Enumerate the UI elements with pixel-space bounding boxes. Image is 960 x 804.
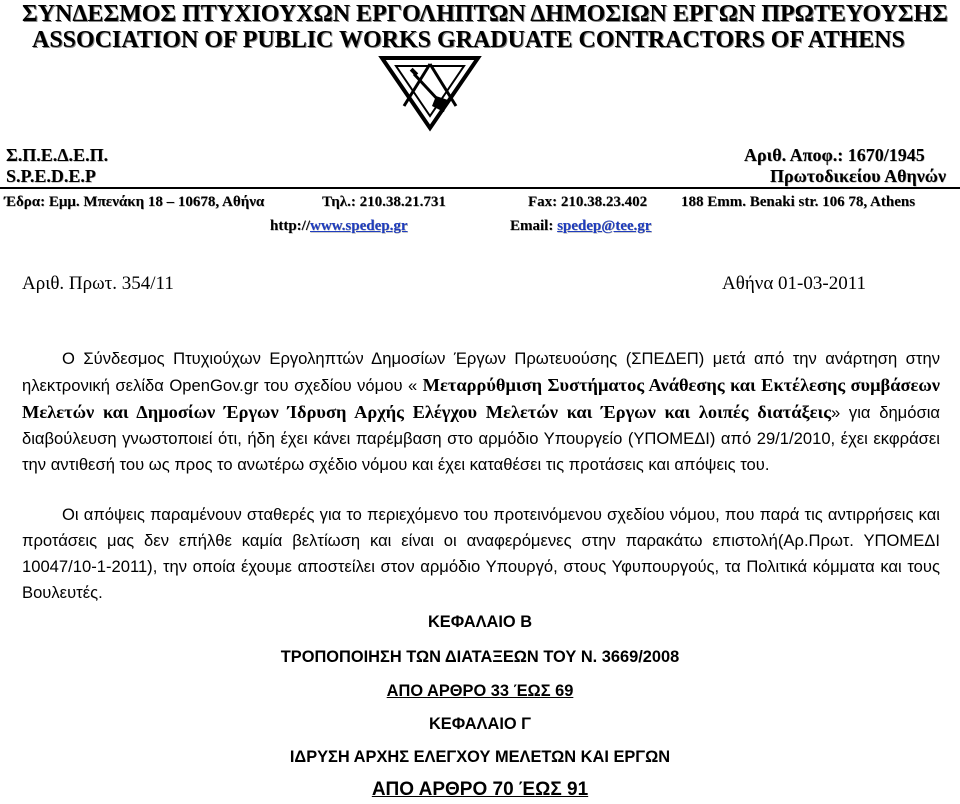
paragraph-2: Οι απόψεις παραμένουν σταθερές για το περιεχόμενο του προτεινόμενου σχεδίου νόμου, που παρά τις αντιρρήσεις και προτάσεις μας δεν επήλθε καμία βελτίωση και είναι οι αναφερόμενες στην παρακάτω επιστολή(Αρ.Πρωτ. ΥΠΟΜΕΔΙ 10047/10-1-2011), την οποία έχουμε αποστείλει στον αρμόδιο Υπουργό, στους Υφυπουργούς, τα Πολιτικά κόμματα και τους Βουλευτές. — [22, 505, 940, 602]
fax-number: Fax: 210.38.23.402 — [528, 194, 648, 210]
email-link[interactable]: spedep@tee.gr — [557, 218, 652, 234]
chapter-b-range — [0, 680, 960, 702]
abbr-greek: Σ.Π.Ε.Δ.Ε.Π. — [6, 145, 109, 165]
email-line — [510, 217, 651, 235]
document-date: Αθήνα 01-03-2011 — [722, 273, 867, 294]
bill-title: Μεταρρύθμιση Συστήματος Ανάθεσης και Εκτέλεσης συμβάσεων Μελετών και Δημοσίων Έργων Ίδρυση Αρχής Ελέγχου Μελετών και Έργων και λοιπές διατάξεις — [22, 375, 940, 422]
email-label: Email: — [510, 218, 554, 234]
website-link[interactable]: www.spedep.gr — [310, 218, 408, 234]
court-name: Πρωτοδικείου Αθηνών — [770, 166, 946, 186]
http-label: http:// — [270, 218, 311, 234]
protocol-number: Αριθ. Πρωτ. 354/11 — [22, 273, 174, 294]
association-title-english: ASSOCIATION OF PUBLIC WORKS GRADUATE CONTRACTORS OF ATHENS — [32, 27, 905, 53]
association-title-greek: ΣΥΝΔΕΣΜΟΣ ΠΤΥΧΙΟΥΧΩΝ ΕΡΓΟΛΗΠΤΩΝ ΔΗΜΟΣΙΩΝ ΕΡΓΩΝ ΠΡΩΤΕΥΟΥΣΗΣ — [22, 1, 948, 27]
phone-number: Τηλ.: 210.38.21.731 — [322, 194, 446, 210]
compass-square-logo — [374, 50, 486, 132]
paragraph-1 — [22, 346, 940, 478]
chapter-g-title: ΙΔΡΥΣΗ ΑΡΧΗΣ ΕΛΕΓΧΟΥ ΜΕΛΕΤΩΝ ΚΑΙ ΕΡΓΩΝ — [289, 748, 671, 766]
address-english: 188 Emm. Benaki str. 106 78, Athens — [681, 194, 916, 210]
chapter-g-range-text: ΑΠΟ ΑΡΘΡΟ 70 ΈΩΣ 91 — [371, 779, 589, 800]
chapter-g-range — [0, 779, 960, 801]
decision-number: Αριθ. Αποφ.: 1670/1945 — [744, 145, 925, 165]
header-divider — [0, 187, 960, 189]
website-line — [270, 217, 408, 235]
chapter-b-range-text: ΑΠΟ ΑΡΘΡΟ 33 ΈΩΣ 69 — [386, 682, 574, 700]
paragraph-1-intro: Ο Σύνδεσμος Πτυχιούχων Εργοληπτών Δημοσίων Έργων Πρωτευούσης (ΣΠΕΔΕΠ) μετά από την ανάρτηση στην ηλεκτρονική σελίδα OpenGov.gr του σχεδίου νόμου « — [22, 349, 940, 395]
chapter-b-title: ΤΡΟΠΟΠΟΙΗΣΗ ΤΩΝ ΔΙΑΤΑΞΕΩΝ ΤΟΥ Ν. 3669/2008 — [280, 648, 680, 666]
paragraph-1-outro: » για δημόσια διαβούλευση γνωστοποιεί ότι, ήδη έχει κάνει παρέμβαση στο αρμόδιο Υπουργείο (ΥΠΟΜΕΔΙ) από 29/1/2010, έχει εκφράσει την αντιθεσή του ως προς το ανωτέρω σχέδιο νόμου και έχει καταθέσει τις προτάσεις και απόψεις του. — [22, 403, 940, 474]
chapter-b-heading: ΚΕΦΑΛΑΙΟ Β — [427, 613, 533, 631]
abbr-english: S.P.E.D.E.P — [6, 166, 96, 186]
address-greek: Έδρα: Εμμ. Μπενάκη 18 – 10678, Αθήνα — [4, 194, 265, 210]
chapter-g-heading: ΚΕΦΑΛΑΙΟ Γ — [428, 715, 532, 733]
